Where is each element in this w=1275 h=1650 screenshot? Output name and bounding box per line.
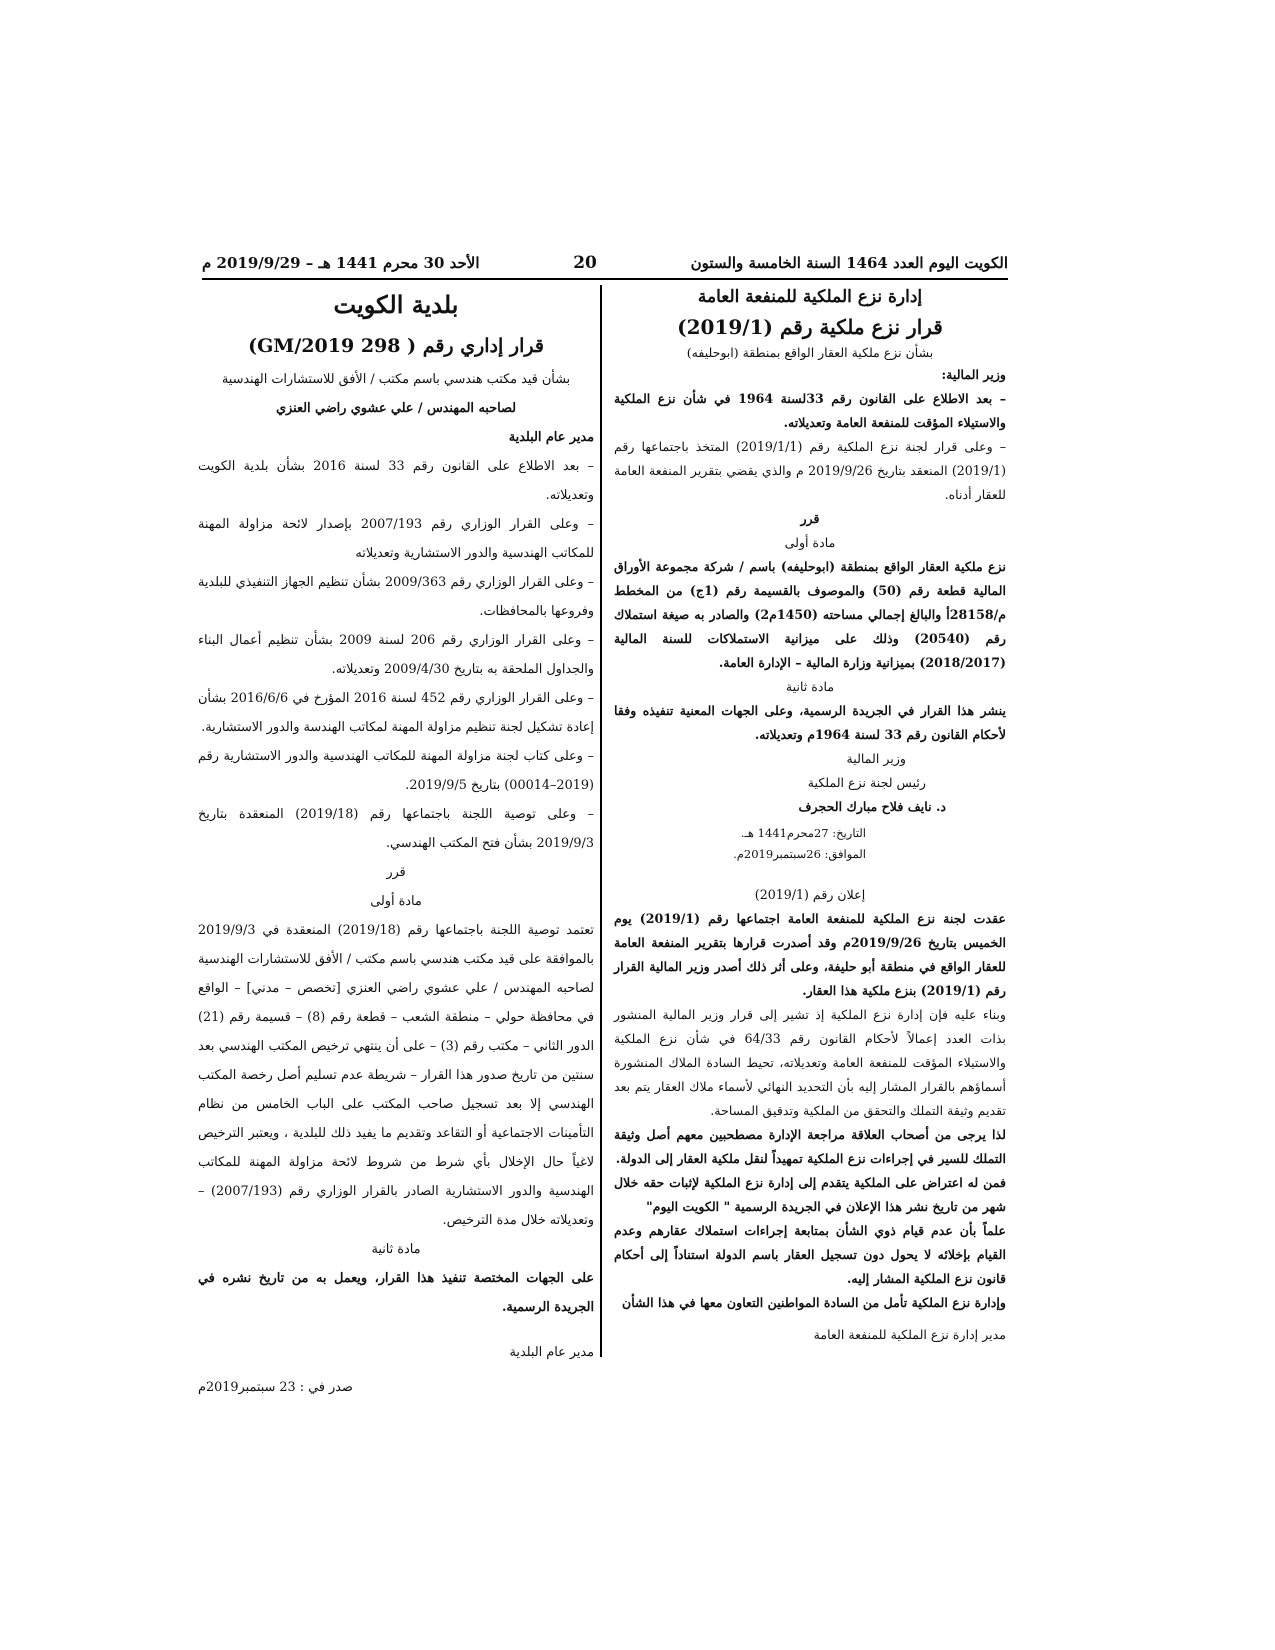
expropriation-column [614, 283, 1006, 1347]
notice-paragraph-4: فمن له اعتراض على الملكية يتقدم إلى إدارة نزع الملكية لإثبات حقه خلال شهر من تاريخ نشر هذا الإعلان في الجريدة الرسمية " الكويت اليوم" [614, 1175, 1006, 1214]
page-header [202, 248, 1008, 280]
decision-date [614, 823, 1006, 865]
expropriation-department-title: إدارة نزع الملكية للمنفعة العامة [697, 287, 923, 307]
decided-heading: قرر [386, 865, 406, 880]
decided-heading: قرر [800, 511, 820, 526]
notice-title: إعلان رقم (2019/1) [754, 887, 866, 902]
recital-5: – وعلى القرار الوزاري رقم 452 لسنة 2016 المؤرخ في 2016/6/6 بشأن إعادة تشكيل لجنة تنظيم مزاولة المهنة لمكاتب الهندسة والدور الاستشارية. [198, 691, 594, 735]
recital-2: – وعلى قرار لجنة نزع الملكية رقم (2019/1/1) المتخذ باجتماعها رقم (2019/1) المنعقد بتاريخ 2019/9/26 م والذي يقضي بتقرير المنفعة العامة للعقار أدناه. [614, 439, 1006, 502]
municipality-title: بلدية الكويت [333, 290, 459, 319]
header-date: الأحد 30 محرم 1441 هـ – 2019/9/29 م [202, 254, 480, 272]
notice-paragraph-2: وبناء عليه فإن إدارة نزع الملكية إذ تشير إلى قرار وزير المالية المنشور بذات العدد إعمالاً لأحكام القانون رقم 64/33 في شأن نزع الملكية والاستيلاء المؤقت للمنفعة العامة وتعديلاته، تحيط السادة الملاك المنشورة أسماؤهم بالقرار المشار إليه بأن التحديد النهائي لأسماء ملاك العقار يتم بعد تقديم وثيقة التملك والتحقق من الملكية وتدقيق المساحة. [614, 1007, 1007, 1118]
expropriation-decision-title: قرار نزع ملكية رقم (2019/1) [677, 315, 943, 339]
article-1-text: تعتمد توصية اللجنة باجتماعها رقم (2019/18) المنعقدة في 2019/9/3 بالموافقة على قيد مكتب هندسي باسم مكتب / الأفق للاستشارات الهندسية لصاحبه المهندس / علي عشوي راضي العنزي [تخصص – مدني] – الواقع في محافظة حولي – منطقة الشعب – قطعة رقم (8) – قسيمة رقم (21) الدور الثاني – مكتب رقم (3) – على أن ينتهي ترخيص المكتب الهندسي بعد سنتين من تاريخ صدور هذا القرار – شريطة عدم تسليم أصل رخصة المكتب الهندسي إلا بعد تسجيل صاحب المكتب على الباب الخامس من نظام التأمينات الاجتماعية أو التقاعد وتقديم ما يفيد ذلك للبلدية ، ويعتبر الترخيص لاغياً حال الإخلال بأي شرط من شروط لائحة مزاولة المهنة للمكاتب الهندسية والدور الاستشارية الصادر بالقرار الوزاري رقم (2007/193) – وتعديلاته خلال مدة الترخيص. [198, 923, 594, 1228]
minister-label: وزير المالية: [941, 367, 1006, 382]
director-label: مدير عام البلدية [508, 430, 594, 445]
article-2-text: على الجهات المختصة تنفيذ هذا القرار، ويعمل به من تاريخ نشره في الجريدة الرسمية. [198, 1271, 594, 1315]
recital-6: – وعلى كتاب لجنة مزاولة المهنة للمكاتب الهندسية والدور الاستشارية رقم (2019–00014) بتاريخ 2019/9/5. [198, 749, 594, 793]
signature-title: وزير المالية [846, 751, 906, 766]
article-1-heading: مادة أولى [370, 894, 422, 909]
signature-name: د. نايف فلاح مبارك الحجرف [798, 799, 946, 814]
spacer [614, 1315, 1006, 1323]
notice-paragraph-5: علماً بأن عدم قيام ذوي الشأن بمتابعة إجراءات استملاك عقارهم وعدم القيام بإخلائه لا يحول دون تسجيل العقار باسم الدولة استناداً إلى أحكام قانون نزع الملكية المشار إليه. [614, 1223, 1006, 1286]
signature-role: رئيس لجنة نزع الملكية [807, 775, 926, 790]
article-2-heading: مادة ثانية [785, 679, 835, 694]
recital-2: – وعلى القرار الوزاري رقم 2007/193 بإصدار لائحة مزاولة المهنة للمكاتب الهندسية والدور الاستشارية وتعديلاته [198, 517, 594, 561]
notice-paragraph-3: لذا يرجى من أصحاب العلاقة مراجعة الإدارة مصطحبين معهم أصل وثيقة التملك للسير في إجراءات نزع الملكية تمهيداً لنقل ملكية العقار إلى الدولة. [614, 1127, 1006, 1166]
recital-4: – وعلى القرار الوزاري رقم 206 لسنة 2009 بشأن تنظيم أعمال البناء والجداول الملحقة به بتاريخ 2009/4/30 وتعديلاته. [198, 633, 594, 677]
expropriation-subject: بشأن نزع ملكية العقار الواقع بمنطقة (ابوحليفه) [686, 345, 934, 360]
recital-3: – وعلى القرار الوزاري رقم 2009/363 بشأن تنظيم الجهاز التنفيذي للبلدية وفروعها بالمحافظات. [198, 575, 594, 619]
article-1-text: نزع ملكية العقار الواقع بمنطقة (ابوحليفه) باسم / شركة مجموعة الأوراق المالية قطعة رقم (50) والموصوف بالقسيمة رقم (1ج) من المخطط م/28158أ والبالغ إجمالي مساحته (1450م2) والصادر به صيغة استملاك رقم (20540) وذلك على ميزانية الاستملاكات للسنة المالية (2018/2017) بميزانية وزارة المالية – الإدارة العامة. [614, 559, 1007, 670]
spacer [614, 865, 1006, 883]
date-gregorian: الموافق: 26سبتمبر2019م. [733, 847, 866, 861]
recital-1: – بعد الاطلاع على القانون رقم 33لسنة 1964 في شأن نزع الملكية والاستيلاء المؤقت للمنفعة العامة وتعديلاته. [614, 391, 1006, 430]
municipality-column [198, 285, 594, 1402]
decision-subject-line-2: لصاحبه المهندس / علي عشوي راضي العنزي [276, 401, 516, 416]
header-issue-info: الكويت اليوم العدد 1464 السنة الخامسة والستون [690, 254, 1008, 272]
column-divider [600, 285, 602, 1357]
notice-paragraph-1: عقدت لجنة نزع الملكية للمنفعة العامة اجتماعها رقم (2019/1) يوم الخميس بتاريخ 2019/9/26م وقد أصدرت قرارها بتقرير المنفعة العامة للعقار الواقع في منطقة أبو حليفة، وعلى أثر ذلك أصدر وزير المالية القرار رقم (2019/1) بنزع ملكية هذا العقار. [614, 911, 1006, 998]
administrative-decision-title: قرار إداري رقم ( 298 2019/GM) [248, 335, 544, 357]
minister-signature-block [614, 747, 1006, 819]
article-2-heading: مادة ثانية [371, 1242, 421, 1257]
date-hijri: التاريخ: 27محرم1441 هـ. [740, 826, 866, 840]
notice-paragraph-6: وإدارة نزع الملكية تأمل من السادة المواطنين التعاون معها في هذا الشأن [621, 1295, 1006, 1310]
article-1-heading: مادة أولى [784, 535, 836, 550]
director-signature: مدير عام البلدية [509, 1345, 594, 1360]
notice-signature: مدير إدارة نزع الملكية للمنفعة العامة [813, 1327, 1006, 1342]
recital-1: – بعد الاطلاع على القانون رقم 33 لسنة 2016 بشأن بلدية الكويت وتعديلاته. [198, 459, 594, 503]
page-number: 20 [573, 253, 597, 273]
issue-date: صدر في : 23 سبتمبر2019م [198, 1380, 353, 1395]
decision-subject-line-1: بشأن قيد مكتب هندسي باسم مكتب / الأفق للاستشارات الهندسية [221, 372, 571, 387]
article-2-text: ينشر هذا القرار في الجريدة الرسمية، وعلى الجهات المعنية تنفيذه وفقا لأحكام القانون رقم 33 لسنة 1964م وتعديلاته. [614, 703, 1006, 742]
recital-7: – وعلى توصية اللجنة باجتماعها رقم (2019/18) المنعقدة بتاريخ 2019/9/3 بشأن فتح المكتب الهندسي. [198, 807, 594, 851]
